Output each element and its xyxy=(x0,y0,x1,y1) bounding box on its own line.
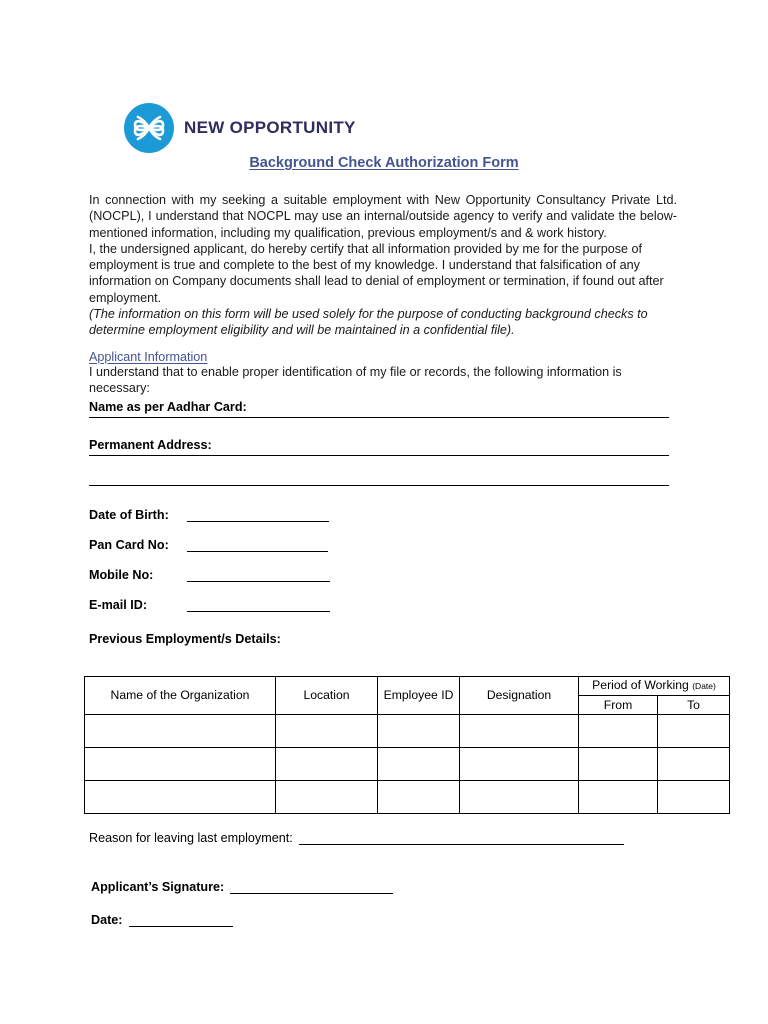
reason-for-leaving-input-line[interactable] xyxy=(299,831,624,845)
cell-designation[interactable] xyxy=(460,748,579,781)
cell-employee-id[interactable] xyxy=(378,748,460,781)
intro-paragraph-3: (The information on this form will be used solely for the purpose of conducting background checks to determine employment eligibility and will be maintained in a confidential file). xyxy=(89,307,648,338)
applicant-information-heading: Applicant Information xyxy=(89,349,208,364)
page-title: Background Check Authorization Form xyxy=(249,155,519,171)
reason-for-leaving-field[interactable] xyxy=(89,831,624,845)
cell-designation[interactable] xyxy=(460,781,579,814)
applicant-signature-label: Applicant’s Signature: xyxy=(91,880,225,894)
previous-employment-table-wrap xyxy=(84,676,730,814)
signature-date-input-line[interactable] xyxy=(129,913,233,927)
table-row[interactable] xyxy=(85,748,730,781)
applicant-information-note: I understand that to enable proper identification of my file or records, the following information is necessary: xyxy=(89,364,622,395)
permanent-address-label: Permanent Address: xyxy=(89,438,212,453)
col-period-to: To xyxy=(658,696,730,715)
email-input-line[interactable] xyxy=(187,598,330,612)
pan-card-field[interactable] xyxy=(89,538,677,552)
spacer xyxy=(89,456,677,485)
mobile-number-input-line[interactable] xyxy=(187,568,330,582)
mobile-number-field[interactable] xyxy=(89,568,677,582)
email-label: E-mail ID: xyxy=(89,598,148,613)
applicant-signature-field[interactable] xyxy=(91,880,393,894)
col-organization: Name of the Organization xyxy=(85,677,276,715)
cell-organization[interactable] xyxy=(85,715,276,748)
previous-employment-label: Previous Employment/s Details: xyxy=(89,632,281,647)
cell-location[interactable] xyxy=(276,748,378,781)
cell-period-from[interactable] xyxy=(579,781,658,814)
col-location: Location xyxy=(276,677,378,715)
table-row[interactable] xyxy=(85,715,730,748)
table-header-row-1 xyxy=(85,677,730,696)
table-body xyxy=(85,715,730,814)
spacer xyxy=(89,418,677,436)
spacer xyxy=(89,612,677,632)
pan-card-input-line[interactable] xyxy=(187,538,328,552)
col-period-from: From xyxy=(579,696,658,715)
col-designation: Designation xyxy=(460,677,579,715)
previous-employment-table xyxy=(84,676,730,814)
period-of-working-date-suffix: (Date) xyxy=(692,681,716,691)
pan-card-label: Pan Card No: xyxy=(89,538,169,553)
cell-period-to[interactable] xyxy=(658,781,730,814)
cell-period-from[interactable] xyxy=(579,748,658,781)
name-aadhar-field[interactable] xyxy=(89,398,669,418)
date-of-birth-label: Date of Birth: xyxy=(89,508,169,523)
company-wordmark: NEW OPPORTUNITY xyxy=(184,118,356,137)
cell-designation[interactable] xyxy=(460,715,579,748)
signature-date-field[interactable] xyxy=(91,913,233,927)
reason-for-leaving-label: Reason for leaving last employment: xyxy=(89,831,293,845)
table-row[interactable] xyxy=(85,781,730,814)
date-of-birth-field[interactable] xyxy=(89,508,677,522)
cell-period-to[interactable] xyxy=(658,715,730,748)
col-employee-id: Employee ID xyxy=(378,677,460,715)
period-of-working-label: Period of Working xyxy=(592,678,689,692)
cell-period-to[interactable] xyxy=(658,748,730,781)
signature-date-label: Date: xyxy=(91,913,123,927)
permanent-address-field[interactable] xyxy=(89,436,669,456)
cell-employee-id[interactable] xyxy=(378,715,460,748)
mobile-number-label: Mobile No: xyxy=(89,568,154,583)
name-aadhar-label: Name as per Aadhar Card: xyxy=(89,400,247,415)
spacer xyxy=(89,522,677,538)
cell-organization[interactable] xyxy=(85,748,276,781)
form-body xyxy=(89,192,677,646)
intro-paragraph-1: In connection with my seeking a suitable employment with New Opportunity Consultancy Private Ltd. (NOCPL), I understand that NOCPL may use an internal/outside agency to verify and validate the below-mentioned information, including my qualification, previous employment/s and & work history. xyxy=(89,193,677,240)
pinwheel-logo-icon xyxy=(122,101,176,155)
company-logo xyxy=(122,101,356,155)
cell-location[interactable] xyxy=(276,715,378,748)
cell-employee-id[interactable] xyxy=(378,781,460,814)
spacer xyxy=(89,582,677,598)
spacer xyxy=(89,486,677,508)
applicant-signature-input-line[interactable] xyxy=(230,880,393,894)
cell-organization[interactable] xyxy=(85,781,276,814)
cell-period-from[interactable] xyxy=(579,715,658,748)
intro-paragraph-2: I, the undersigned applicant, do hereby certify that all information provided by me for the purpose of employment is true and complete to the best of my knowledge. I understand that falsification of any information on Company documents shall lead to denial of employment or termination, if found out after employment. xyxy=(89,241,664,305)
spacer xyxy=(89,552,677,568)
date-of-birth-input-line[interactable] xyxy=(187,508,329,522)
col-period-of-working xyxy=(579,677,730,696)
spacer xyxy=(89,339,677,350)
cell-location[interactable] xyxy=(276,781,378,814)
email-field[interactable] xyxy=(89,598,677,612)
